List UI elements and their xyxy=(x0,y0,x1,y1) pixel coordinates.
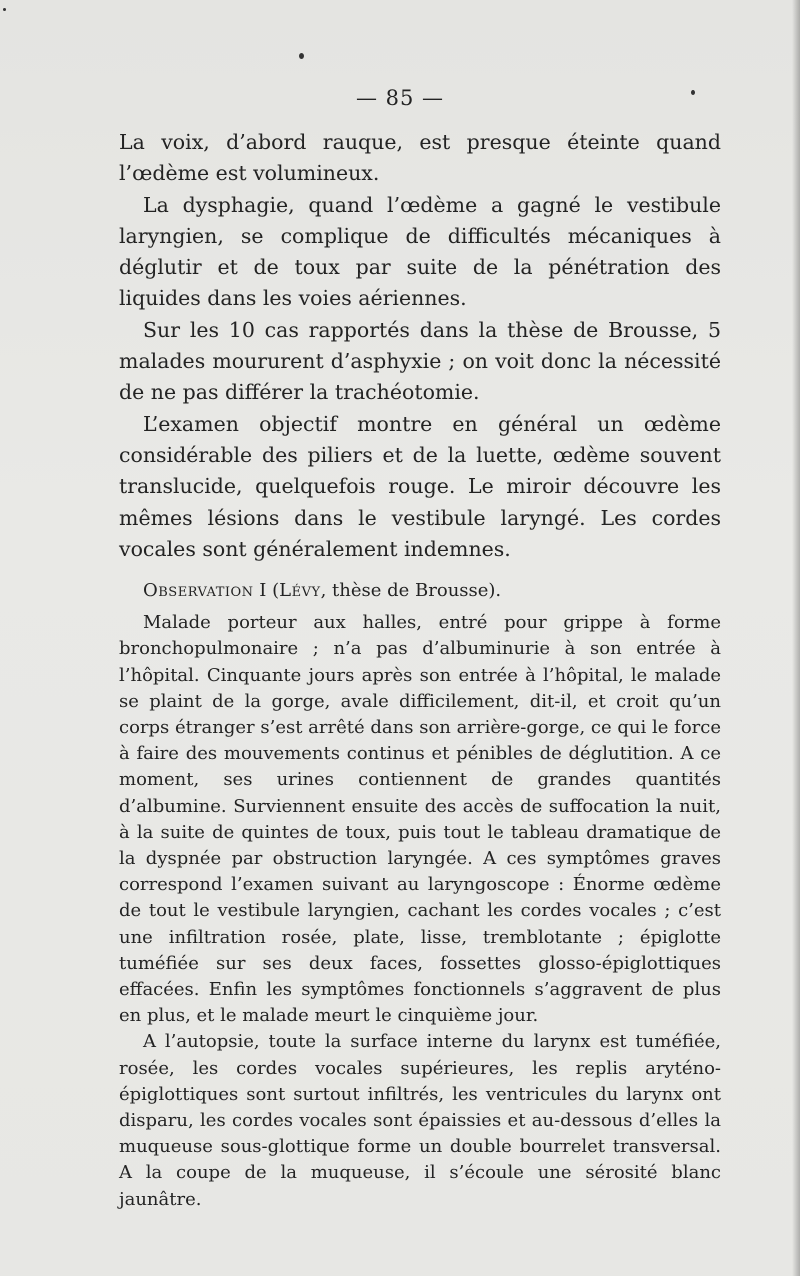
observation-autopsy-paragraph: A l’autopsie, toute la surface interne du larynx est tuméfiée, rosée, les cordes vocales supérieures, les replis aryténo-épiglottiques sont surtout infiltrés, les ventricules du larynx ont disparu, les cordes vocales sont épaissies et au-dessous d’elles la muqueuse sous-glottique forme un double bourrelet transversal. A la coupe de la muqueuse, il s’écoule une sérosité blanc jaunâtre. xyxy=(119,1031,721,1210)
paragraph-voice: La voix, d’abord rauque, est presque éteinte quand l’œdème est volumineux. xyxy=(119,130,721,186)
observation-author: Lévy xyxy=(279,580,321,601)
scan-speck xyxy=(299,53,304,59)
observation-heading: Observation I (Lévy, thèse de Brousse). xyxy=(143,580,502,601)
paragraph-examination: L’examen objectif montre en général un œdème considérable des piliers et de la luette, œdème souvent translucide, quelquefois rouge. Le miroir découvre les mêmes lésions dans le vestibule laryngé. Les cordes vocales sont généralement indemnes. xyxy=(119,411,721,561)
observation-case-paragraph: Malade porteur aux halles, entré pour grippe à forme bronchopulmonaire ; n’a pas d’albuminurie à son entrée à l’hôpital. Cinquante jours après son entrée à l’hôpital, le malade se plaint de la gorge, avale difficilement, dit-il, et croit qu’un corps étranger s’est arrêté dans son arrière-gorge, ce qui le force à faire des mouvements continus et pénibles de déglutition. A ce moment, ses urines contiennent de grandes quantités d’albumine. Surviennent ensuite des accès de suffocation la nuit, à la suite de quintes de toux, puis tout le tableau dramatique de la dyspnée par obstruction laryngée. A ces symptômes graves correspond l’examen suivant au laryngoscope : Énorme œdème de tout le vestibule laryngien, cachant les cordes vocales ; c’est une infiltration rosée, plate, lisse, tremblotante ; épiglotte tuméfiée sur ses deux faces, fossettes glosso-épiglottiques effacées. Enfin les symptômes fonctionnels s’aggravent de plus en plus, et le malade meurt le cinquième jour. xyxy=(119,612,721,1027)
observation-label: Observation xyxy=(143,580,254,601)
intro-section xyxy=(119,127,721,565)
scan-edge-shadow xyxy=(792,0,800,1276)
observation-source: , thèse de Brousse). xyxy=(320,580,502,601)
observation-section xyxy=(119,578,721,1213)
observation-number: I xyxy=(259,580,267,601)
page-number: — 85 — xyxy=(355,86,445,110)
paragraph-dysphagia: La dysphagie, quand l’œdème a gagné le vestibule laryngien, se complique de difficultés mécaniques à déglutir et de toux par suite de la pénétration des liquides dans les voies aériennes. xyxy=(119,192,721,311)
paragraph-cases: Sur les 10 cas rapportés dans la thèse de Brousse, 5 malades moururent d’asphyxie ; on voit donc la nécessité de ne pas différer la trachéotomie. xyxy=(119,317,721,405)
scan-speck xyxy=(3,8,6,11)
